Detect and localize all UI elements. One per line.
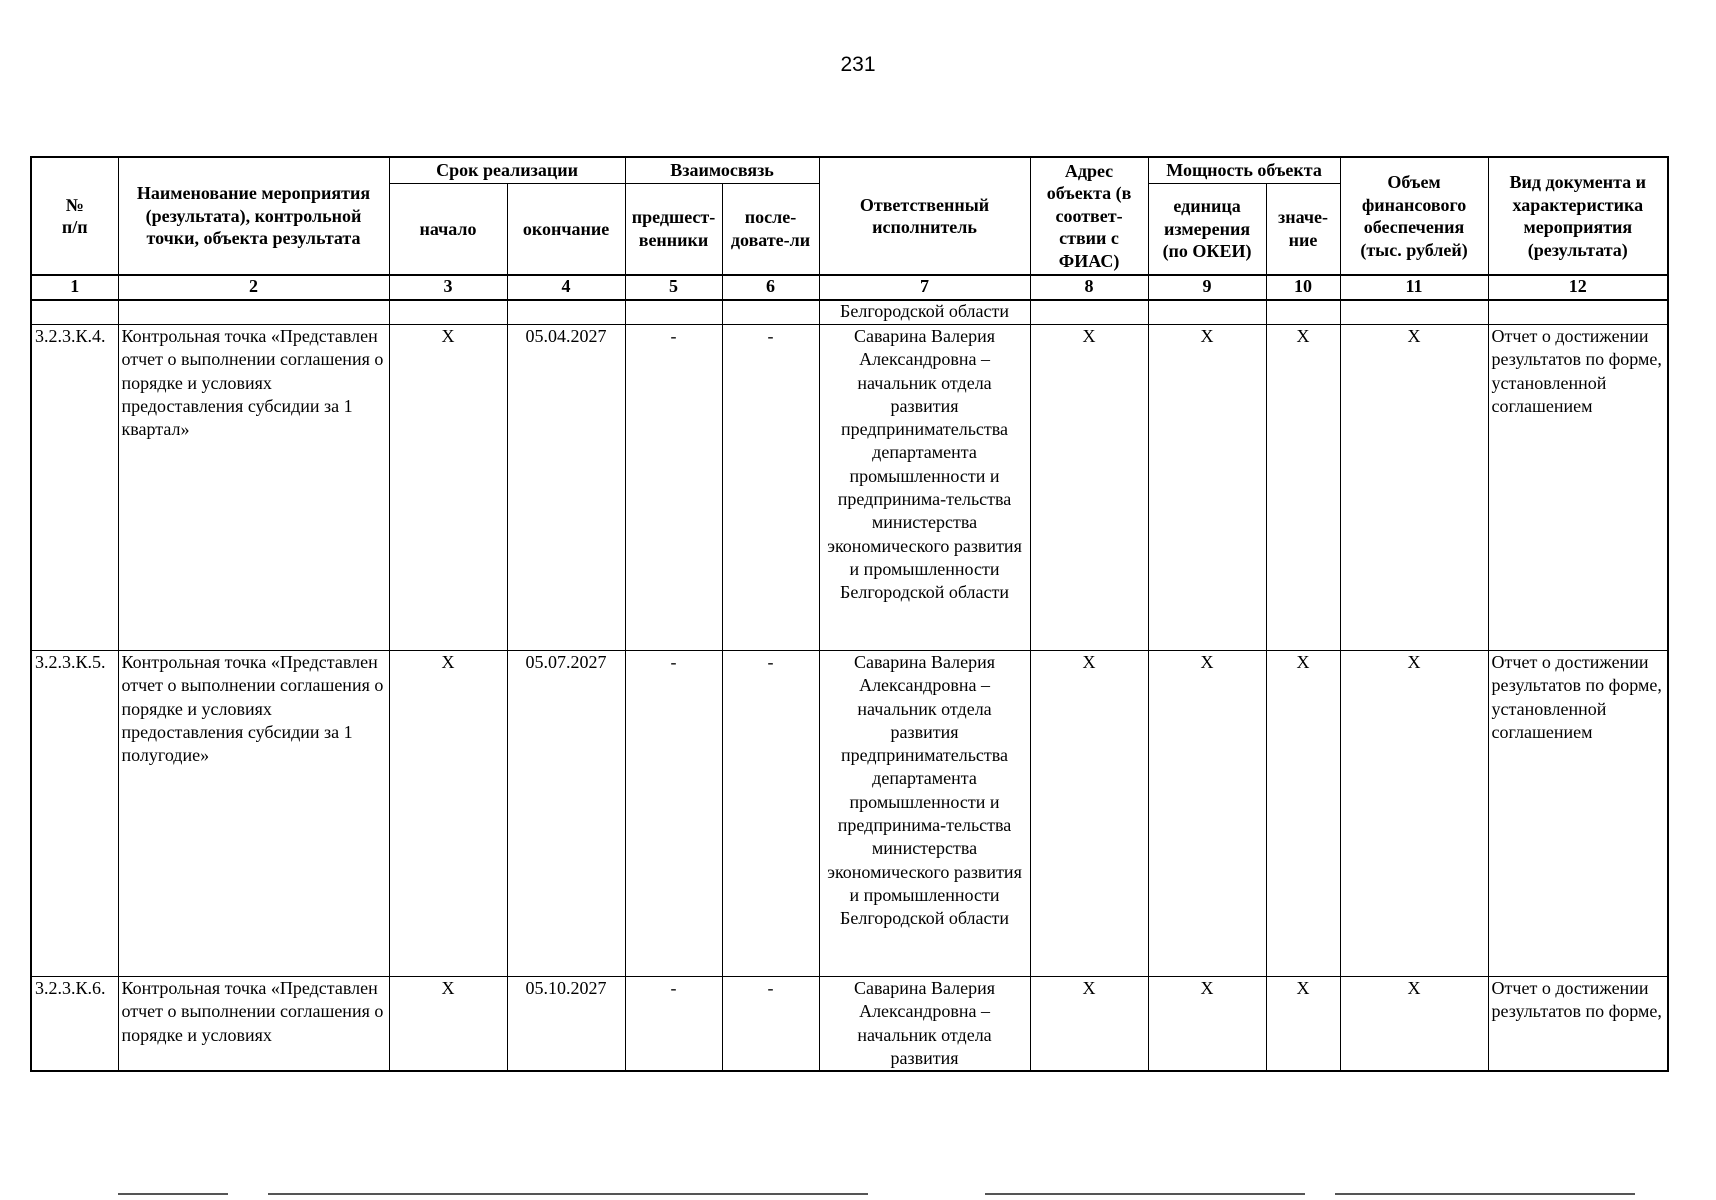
row-number: 3.2.3.К.4. — [31, 325, 118, 651]
row-number: 3.2.3.К.6. — [31, 977, 118, 1072]
row-successors: - — [722, 977, 819, 1072]
row-name: Контрольная точка «Представлен отчет о выполнении соглашения о порядке и условиях предоставления субсидии за 1 полугодие» — [118, 651, 389, 977]
column-number: 2 — [118, 275, 389, 300]
continuation-row — [31, 300, 1668, 325]
row-successors: - — [722, 651, 819, 977]
row-predecessors: - — [625, 977, 722, 1072]
row-unit: X — [1148, 325, 1266, 651]
row-start: X — [389, 325, 507, 651]
header-term-group: Срок реализации — [389, 157, 625, 183]
row-name: Контрольная точка «Представлен отчет о выполнении соглашения о порядке и условиях предоставления субсидии за 1 квартал» — [118, 325, 389, 651]
row-finance: X — [1340, 325, 1488, 651]
header-num: № п/п — [31, 157, 118, 275]
row-predecessors: - — [625, 325, 722, 651]
table-row — [31, 977, 1668, 1072]
row-executor: Саварина Валерия Александровна – начальник отдела развития предпринимательства департамента промышленности и предпринима-тельства министерства экономического развития и промышленности Белгородской области — [819, 651, 1030, 977]
scan-artifact-line — [118, 1193, 228, 1195]
column-number: 9 — [1148, 275, 1266, 300]
header-executor: Ответственный исполнитель — [819, 157, 1030, 275]
header-start: начало — [389, 183, 507, 275]
continuation-executor-text: Белгородской области — [819, 300, 1030, 325]
row-unit: X — [1148, 651, 1266, 977]
row-start: X — [389, 977, 507, 1072]
row-name: Контрольная точка «Представлен отчет о выполнении соглашения о порядке и условиях — [118, 977, 389, 1072]
row-end: 05.10.2027 — [507, 977, 625, 1072]
page-number: 231 — [840, 53, 876, 76]
header-name: Наименование мероприятия (результата), контрольной точки, объекта результата — [118, 157, 389, 275]
column-number: 5 — [625, 275, 722, 300]
header-predecessors: предшест-венники — [625, 183, 722, 275]
column-number: 3 — [389, 275, 507, 300]
scan-artifact-line — [268, 1193, 868, 1195]
column-number: 7 — [819, 275, 1030, 300]
header-finance: Объем финансового обеспечения (тыс. рублей) — [1340, 157, 1488, 275]
column-number: 6 — [722, 275, 819, 300]
header-unit: единица измерения (по ОКЕИ) — [1148, 183, 1266, 275]
row-finance: X — [1340, 651, 1488, 977]
row-number: 3.2.3.К.5. — [31, 651, 118, 977]
row-address: X — [1030, 651, 1148, 977]
row-unit: X — [1148, 977, 1266, 1072]
row-end: 05.07.2027 — [507, 651, 625, 977]
header-value: значе-ние — [1266, 183, 1340, 275]
column-number: 4 — [507, 275, 625, 300]
column-number: 10 — [1266, 275, 1340, 300]
column-number: 8 — [1030, 275, 1148, 300]
header-capacity-group: Мощность объекта — [1148, 157, 1340, 183]
row-document: Отчет о достижении результатов по форме, установленной соглашением — [1488, 651, 1668, 977]
row-document: Отчет о достижении результатов по форме, установленной соглашением — [1488, 325, 1668, 651]
column-number: 11 — [1340, 275, 1488, 300]
row-address: X — [1030, 325, 1148, 651]
row-predecessors: - — [625, 651, 722, 977]
row-value: X — [1266, 977, 1340, 1072]
row-address: X — [1030, 977, 1148, 1072]
row-finance: X — [1340, 977, 1488, 1072]
header-link-group: Взаимосвязь — [625, 157, 819, 183]
column-number: 1 — [31, 275, 118, 300]
header-address: Адрес объекта (в соответ-ствии с ФИАС) — [1030, 157, 1148, 275]
row-value: X — [1266, 651, 1340, 977]
row-start: X — [389, 651, 507, 977]
table-row — [31, 325, 1668, 651]
row-successors: - — [722, 325, 819, 651]
row-executor: Саварина Валерия Александровна – начальник отдела развития — [819, 977, 1030, 1072]
column-number: 12 — [1488, 275, 1668, 300]
header-doc: Вид документа и характеристика мероприятия (результата) — [1488, 157, 1668, 275]
table-row — [31, 651, 1668, 977]
scan-artifact-line — [985, 1193, 1305, 1195]
plan-table — [30, 156, 1669, 1072]
row-end: 05.04.2027 — [507, 325, 625, 651]
header-successors: после-довате-ли — [722, 183, 819, 275]
scan-artifact-line — [1335, 1193, 1635, 1195]
header-end: окончание — [507, 183, 625, 275]
row-executor: Саварина Валерия Александровна – начальник отдела развития предпринимательства департамента промышленности и предпринима-тельства министерства экономического развития и промышленности Белгородской области — [819, 325, 1030, 651]
row-document: Отчет о достижении результатов по форме, — [1488, 977, 1668, 1072]
row-value: X — [1266, 325, 1340, 651]
